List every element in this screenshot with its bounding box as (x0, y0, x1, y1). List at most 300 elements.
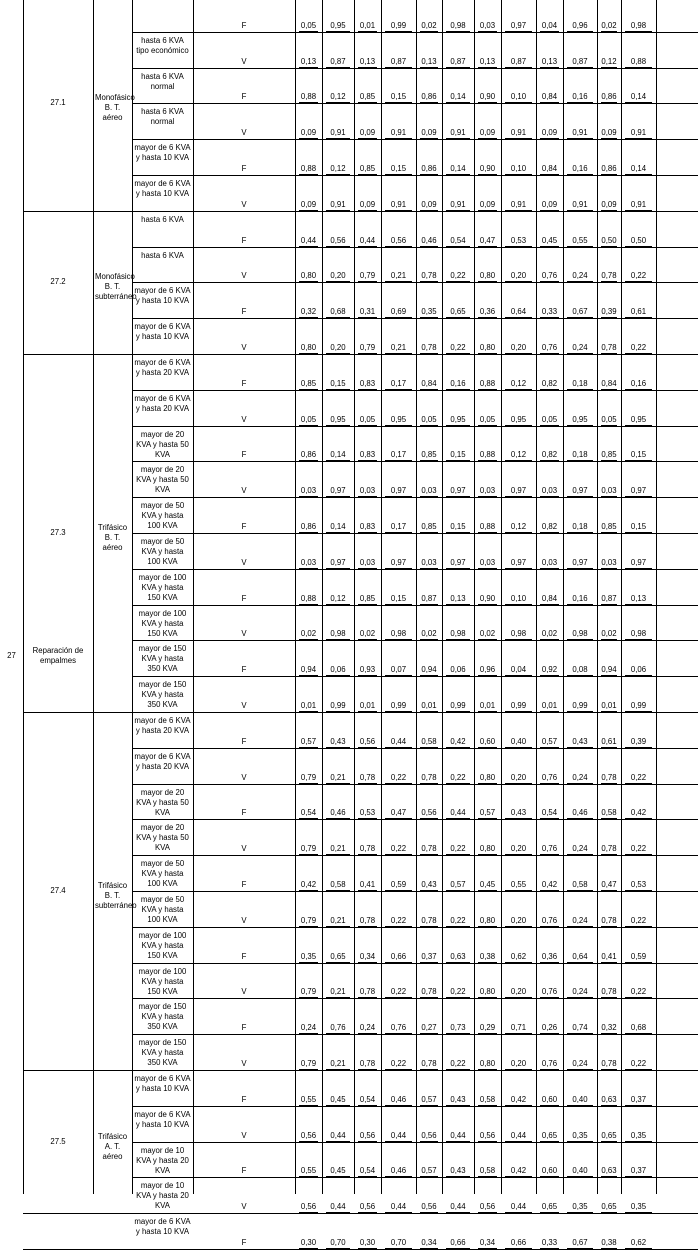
grid-vline (23, 0, 24, 1194)
value-cell: 0,78 (601, 915, 617, 925)
row-description: mayor de 6 KVA y hasta 20 KVA (134, 716, 191, 735)
section-separator (23, 211, 132, 212)
value-cell: 0,44 (390, 1130, 407, 1140)
value-cell: 0,96 (479, 665, 496, 675)
value-cell: 0,30 (359, 1238, 376, 1247)
row-type: V (241, 915, 247, 925)
value-cell: 0,97 (450, 486, 466, 496)
row-type: V (241, 1130, 247, 1140)
grid-vline (621, 0, 622, 1194)
value-cell: 0,56 (359, 1130, 376, 1140)
row-type: V (241, 128, 247, 138)
value-cell: 0,05 (479, 414, 496, 424)
value-cell: 0,78 (421, 1059, 437, 1068)
row-separator (132, 390, 698, 391)
value-cell: 0,76 (541, 772, 558, 782)
value-cell: 0,95 (390, 414, 407, 424)
value-cell: 0,79 (300, 987, 317, 997)
row-description: mayor de 6 KVA y hasta 10 KVA (134, 179, 191, 198)
value-cell: 0,98 (630, 629, 647, 639)
value-cell: 0,15 (450, 450, 466, 460)
value-cell: 0,42 (510, 1094, 527, 1104)
value-cell: 0,64 (510, 307, 527, 317)
value-cell: 0,21 (330, 844, 346, 854)
row-description: mayor de 100 KVA y hasta 150 KVA (138, 966, 187, 996)
value-cell: 0,88 (479, 378, 496, 388)
value-cell: 0,85 (421, 522, 437, 531)
value-cell: 0,24 (572, 271, 588, 281)
row-separator (132, 1177, 698, 1178)
section-type: Trifásico B. T. subterráneo (95, 881, 137, 910)
row-type: V (241, 271, 247, 281)
value-cell: 0,91 (510, 199, 527, 209)
value-cell: 0,39 (630, 736, 647, 746)
value-cell: 0,67 (572, 307, 588, 317)
value-cell: 0,63 (601, 1094, 617, 1104)
value-cell: 0,96 (572, 20, 588, 30)
value-cell: 0,55 (510, 880, 527, 889)
value-cell: 0,15 (450, 522, 466, 531)
value-cell: 0,34 (421, 1238, 437, 1247)
value-cell: 0,87 (330, 56, 346, 66)
value-cell: 0,01 (359, 701, 376, 710)
row-type: F (241, 20, 247, 30)
value-cell: 0,76 (330, 1023, 346, 1033)
value-cell: 0,97 (510, 20, 527, 30)
value-cell: 0,56 (421, 1130, 437, 1140)
value-cell: 0,98 (572, 629, 588, 639)
row-type: V (241, 56, 247, 66)
row-separator (132, 640, 698, 641)
row-separator (132, 748, 698, 749)
value-cell: 0,97 (390, 557, 407, 567)
value-cell: 0,86 (601, 92, 617, 102)
value-cell: 0,15 (390, 92, 407, 102)
row-type: F (241, 951, 247, 961)
value-cell: 0,83 (359, 450, 376, 460)
value-cell: 0,56 (390, 235, 407, 245)
row-type: F (241, 880, 247, 889)
value-cell: 0,78 (421, 987, 437, 997)
value-cell: 0,79 (359, 343, 376, 352)
row-description: mayor de 10 KVA y hasta 20 KVA (136, 1145, 189, 1175)
value-cell: 0,15 (630, 522, 647, 531)
row-type: V (241, 701, 247, 710)
value-cell: 0,78 (601, 772, 617, 782)
value-cell: 0,41 (359, 880, 376, 889)
value-cell: 0,85 (359, 593, 376, 603)
value-cell: 0,57 (300, 736, 317, 746)
row-separator (132, 927, 698, 928)
row-separator (132, 712, 698, 713)
value-cell: 0,78 (359, 915, 376, 925)
value-cell: 0,67 (572, 1238, 588, 1247)
value-cell: 0,03 (421, 557, 437, 567)
value-cell: 0,93 (359, 665, 376, 675)
row-type: V (241, 343, 247, 352)
value-cell: 0,80 (479, 772, 496, 782)
value-cell: 0,31 (359, 307, 376, 317)
value-cell: 0,44 (330, 1202, 346, 1212)
value-cell: 0,05 (541, 414, 558, 424)
value-cell: 0,87 (450, 56, 466, 66)
value-cell: 0,13 (479, 56, 496, 66)
value-cell: 0,24 (572, 772, 588, 782)
value-cell: 0,03 (601, 557, 617, 567)
value-cell: 0,57 (450, 880, 466, 889)
value-cell: 0,78 (601, 1059, 617, 1068)
value-cell: 0,79 (300, 1059, 317, 1068)
value-cell: 0,61 (601, 736, 617, 746)
value-cell: 0,35 (630, 1130, 647, 1140)
value-cell: 0,90 (479, 164, 496, 173)
value-cell: 0,46 (421, 235, 437, 245)
value-cell: 0,58 (479, 1094, 496, 1104)
value-cell: 0,91 (330, 128, 346, 138)
value-cell: 0,09 (421, 199, 437, 209)
value-cell: 0,05 (359, 414, 376, 424)
value-cell: 0,94 (421, 665, 437, 675)
value-cell: 0,56 (300, 1130, 317, 1140)
row-separator (132, 1034, 698, 1035)
value-cell: 0,43 (330, 736, 346, 746)
value-cell: 0,42 (630, 808, 647, 818)
value-cell: 0,03 (421, 486, 437, 496)
value-cell: 0,99 (330, 701, 346, 710)
value-cell: 0,13 (630, 593, 647, 603)
value-cell: 0,32 (300, 307, 317, 317)
value-cell: 0,16 (572, 593, 588, 603)
value-cell: 0,60 (541, 1166, 558, 1176)
row-separator (132, 139, 698, 140)
value-cell: 0,02 (421, 629, 437, 639)
value-cell: 0,55 (300, 1166, 317, 1176)
row-description: mayor de 100 KVA y hasta 150 KVA (138, 572, 187, 602)
value-cell: 0,20 (510, 987, 527, 997)
value-cell: 0,79 (359, 271, 376, 281)
row-description: mayor de 6 KVA y hasta 20 KVA (134, 393, 191, 413)
value-cell: 0,22 (390, 987, 407, 997)
value-cell: 0,95 (510, 414, 527, 424)
section-separator (23, 1070, 132, 1071)
value-cell: 0,78 (601, 844, 617, 854)
row-description: mayor de 150 KVA y hasta 350 KVA (138, 680, 187, 710)
row-type: F (241, 378, 247, 388)
value-cell: 0,76 (541, 844, 558, 854)
value-cell: 0,03 (359, 486, 376, 496)
value-cell: 0,87 (390, 56, 407, 66)
value-cell: 0,45 (330, 1094, 346, 1104)
value-cell: 0,84 (541, 164, 558, 173)
section-code: 27.3 (50, 528, 66, 537)
value-cell: 0,02 (421, 20, 437, 30)
value-cell: 0,56 (359, 1202, 376, 1212)
row-type: F (241, 307, 247, 317)
value-cell: 0,65 (601, 1202, 617, 1212)
value-cell: 0,95 (450, 414, 466, 424)
value-cell: 0,05 (601, 414, 617, 424)
section-type: Trifásico A. T. aéreo (97, 1131, 128, 1161)
value-cell: 0,90 (479, 92, 496, 102)
row-separator (132, 247, 698, 248)
value-cell: 0,15 (630, 450, 647, 460)
value-cell: 0,24 (572, 343, 588, 352)
grid-vline (381, 0, 382, 1194)
value-cell: 0,17 (390, 450, 407, 460)
value-cell: 0,58 (479, 1166, 496, 1176)
value-cell: 0,84 (541, 593, 558, 603)
grid-vline (474, 0, 475, 1194)
value-cell: 0,94 (601, 665, 617, 675)
value-cell: 0,15 (390, 164, 407, 173)
value-cell: 0,55 (300, 1094, 317, 1104)
row-description: mayor de 20 KVA y hasta 50 KVA (136, 823, 189, 853)
grid-vline (501, 0, 502, 1194)
value-cell: 0,64 (572, 951, 588, 961)
section-code: 27.2 (50, 277, 66, 287)
value-cell: 0,43 (421, 880, 437, 889)
value-cell: 0,44 (359, 235, 376, 245)
value-cell: 0,44 (450, 808, 466, 818)
value-cell: 0,03 (541, 486, 558, 496)
value-cell: 0,85 (359, 92, 376, 102)
row-separator (132, 819, 698, 820)
value-cell: 0,37 (630, 1094, 647, 1104)
value-cell: 0,76 (541, 271, 558, 281)
value-cell: 0,42 (300, 880, 317, 889)
value-cell: 0,87 (601, 593, 617, 603)
value-cell: 0,83 (359, 522, 376, 531)
value-cell: 0,65 (450, 307, 466, 317)
value-cell: 0,44 (510, 1130, 527, 1140)
value-cell: 0,88 (479, 522, 496, 531)
value-cell: 0,09 (541, 128, 558, 138)
value-cell: 0,14 (330, 522, 346, 531)
value-cell: 0,59 (390, 880, 407, 889)
value-cell: 0,13 (450, 593, 466, 603)
value-cell: 0,34 (479, 1238, 496, 1247)
value-cell: 0,57 (541, 736, 558, 746)
row-type: V (241, 1059, 247, 1068)
row-type: F (241, 593, 247, 603)
value-cell: 0,80 (479, 987, 496, 997)
value-cell: 0,62 (510, 951, 527, 961)
value-cell: 0,85 (300, 378, 317, 388)
row-separator (132, 1070, 698, 1071)
value-cell: 0,91 (572, 128, 588, 138)
value-cell: 0,22 (390, 844, 407, 854)
row-separator (132, 32, 698, 33)
value-cell: 0,20 (510, 772, 527, 782)
value-cell: 0,86 (421, 164, 437, 173)
value-cell: 0,76 (541, 1059, 558, 1068)
row-description: mayor de 20 KVA y hasta 50 KVA (136, 465, 189, 495)
row-separator (132, 426, 698, 427)
value-cell: 0,40 (572, 1166, 588, 1176)
value-cell: 0,21 (330, 772, 346, 782)
value-cell: 0,70 (390, 1238, 407, 1247)
value-cell: 0,46 (572, 808, 588, 818)
value-cell: 0,45 (479, 880, 496, 889)
value-cell: 0,86 (300, 522, 317, 531)
value-cell: 0,46 (390, 1094, 407, 1104)
value-cell: 0,16 (630, 378, 647, 388)
value-cell: 0,22 (390, 772, 407, 782)
value-cell: 0,74 (572, 1023, 588, 1033)
value-cell: 0,20 (510, 844, 527, 854)
value-cell: 0,10 (510, 92, 527, 102)
value-cell: 0,86 (421, 92, 437, 102)
item-description: Reparación de empalmes (32, 646, 84, 665)
value-cell: 0,97 (630, 557, 647, 567)
value-cell: 0,22 (630, 772, 647, 782)
value-cell: 0,02 (300, 629, 317, 639)
value-cell: 0,87 (421, 593, 437, 603)
value-cell: 0,06 (330, 665, 346, 675)
value-cell: 0,86 (300, 450, 317, 460)
row-separator (132, 891, 698, 892)
row-description: mayor de 150 KVA y hasta 350 KVA (138, 1002, 187, 1032)
value-cell: 0,56 (421, 808, 437, 818)
value-cell: 0,84 (421, 378, 437, 388)
row-separator (132, 855, 698, 856)
value-cell: 0,46 (330, 808, 346, 818)
value-cell: 0,53 (510, 235, 527, 245)
value-cell: 0,61 (630, 307, 647, 317)
value-cell: 0,14 (630, 92, 647, 102)
row-separator (132, 676, 698, 677)
value-cell: 0,65 (541, 1130, 558, 1140)
value-cell: 0,88 (300, 164, 317, 173)
value-cell: 0,20 (330, 271, 346, 281)
value-cell: 0,85 (421, 450, 437, 460)
row-description: mayor de 50 KVA y hasta 100 KVA (140, 859, 185, 889)
value-cell: 0,22 (450, 772, 466, 782)
value-cell: 0,13 (541, 56, 558, 66)
value-cell: 0,91 (450, 199, 466, 209)
row-type: F (241, 164, 247, 173)
value-cell: 0,85 (601, 450, 617, 460)
value-cell: 0,33 (541, 307, 558, 317)
row-description: hasta 6 KVA (141, 250, 184, 260)
section-separator (23, 354, 132, 355)
value-cell: 0,58 (601, 808, 617, 818)
row-separator (132, 1106, 698, 1107)
value-cell: 0,32 (601, 1023, 617, 1033)
value-cell: 0,16 (572, 92, 588, 102)
section-type: Trifásico B. T. aéreo (97, 523, 128, 552)
value-cell: 0,02 (601, 20, 617, 30)
row-type: F (241, 808, 247, 818)
value-cell: 0,22 (630, 343, 647, 352)
row-type: V (241, 629, 247, 639)
value-cell: 0,09 (479, 128, 496, 138)
value-cell: 0,44 (450, 1130, 466, 1140)
value-cell: 0,09 (359, 199, 376, 209)
value-cell: 0,86 (601, 164, 617, 173)
value-cell: 0,21 (330, 987, 346, 997)
value-cell: 0,79 (300, 915, 317, 925)
value-cell: 0,12 (510, 378, 527, 388)
row-separator (132, 354, 698, 355)
value-cell: 0,78 (359, 772, 376, 782)
value-cell: 0,53 (359, 808, 376, 818)
value-cell: 0,14 (450, 92, 466, 102)
row-type: F (241, 736, 247, 746)
grid-vline (193, 0, 194, 1194)
value-cell: 0,68 (630, 1023, 647, 1033)
value-cell: 0,98 (450, 629, 466, 639)
value-cell: 0,06 (630, 665, 647, 675)
value-cell: 0,98 (450, 20, 466, 30)
value-cell: 0,10 (510, 593, 527, 603)
section-separator (23, 712, 132, 713)
value-cell: 0,15 (330, 378, 346, 388)
value-cell: 0,45 (541, 235, 558, 245)
value-cell: 0,56 (330, 235, 346, 245)
row-description: mayor de 6 KVA y hasta 10 KVA (134, 1074, 191, 1093)
row-description: mayor de 100 KVA y hasta 150 KVA (138, 608, 187, 638)
value-cell: 0,84 (601, 378, 617, 388)
section-separator (23, 1213, 132, 1214)
value-cell: 0,50 (601, 235, 617, 245)
row-description: mayor de 50 KVA y hasta 100 KVA (140, 537, 185, 566)
value-cell: 0,99 (510, 701, 527, 710)
value-cell: 0,03 (479, 20, 496, 30)
row-description: mayor de 100 KVA y hasta 150 KVA (138, 930, 187, 960)
row-description: mayor de 6 KVA y hasta 20 KVA (134, 751, 191, 771)
row-type: V (241, 772, 247, 782)
row-separator (132, 1213, 698, 1214)
value-cell: 0,29 (479, 1023, 496, 1033)
row-description: mayor de 20 KVA y hasta 50 KVA (136, 429, 189, 459)
value-cell: 0,97 (390, 486, 407, 496)
value-cell: 0,66 (390, 951, 407, 961)
value-cell: 0,03 (479, 486, 496, 496)
value-cell: 0,78 (421, 271, 437, 281)
value-cell: 0,78 (601, 987, 617, 997)
value-cell: 0,01 (300, 701, 317, 710)
row-description: mayor de 6 KVA y hasta 10 KVA (134, 1109, 191, 1129)
value-cell: 0,54 (359, 1166, 376, 1176)
section-type: Monofásico B. T. aéreo (95, 93, 135, 123)
value-cell: 0,78 (421, 772, 437, 782)
value-cell: 0,65 (601, 1130, 617, 1140)
row-type: F (241, 1094, 247, 1104)
value-cell: 0,09 (601, 199, 617, 209)
value-cell: 0,16 (450, 378, 466, 388)
value-cell: 0,09 (479, 199, 496, 209)
value-cell: 0,88 (630, 56, 647, 66)
row-type: F (241, 92, 247, 102)
value-cell: 0,12 (601, 56, 617, 66)
value-cell: 0,22 (450, 343, 466, 352)
item-number: 27 (7, 651, 16, 660)
row-description: mayor de 20 KVA y hasta 50 KVA (136, 787, 189, 817)
value-cell: 0,43 (450, 1094, 466, 1104)
row-separator (132, 282, 698, 283)
row-separator (132, 998, 698, 999)
value-cell: 0,12 (510, 522, 527, 531)
value-cell: 0,44 (330, 1130, 346, 1140)
row-description: mayor de 150 KVA y hasta 350 KVA (138, 644, 187, 674)
value-cell: 0,05 (300, 20, 317, 30)
row-separator (132, 963, 698, 964)
value-cell: 0,09 (300, 199, 317, 209)
value-cell: 0,97 (330, 557, 346, 567)
value-cell: 0,41 (601, 951, 617, 961)
value-cell: 0,12 (330, 92, 346, 102)
